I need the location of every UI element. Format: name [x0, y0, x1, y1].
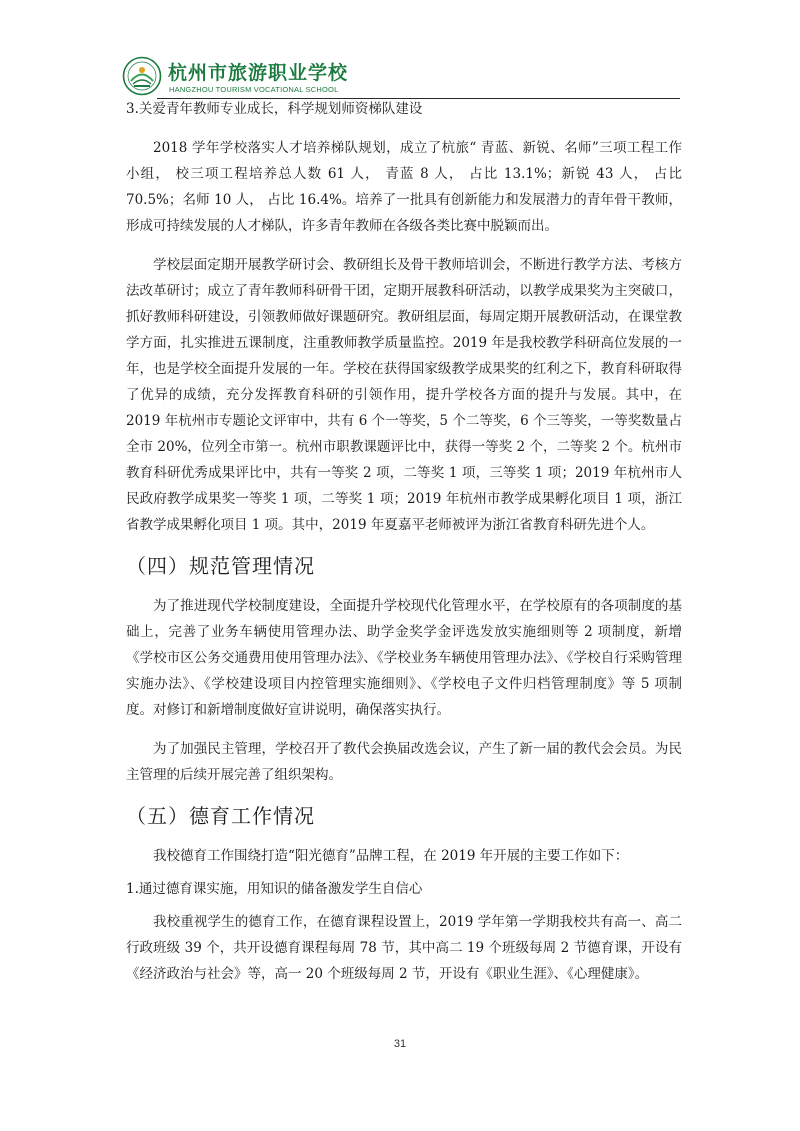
page-number: 31 [393, 1038, 407, 1050]
paragraph: 我校德育工作围绕打造“阳光德育”品牌工程，在 2019 年开展的主要工作如下： [153, 848, 629, 864]
school-name-cn: 杭州市旅游职业学校 [168, 62, 349, 84]
section-heading: （五）德育工作情况 [126, 804, 315, 828]
paragraph: 我校重视学生的德育工作，在德育课程设置上，2019 学年第一学期我校共有高一、高二行政班级 39 个，共开设德育课程每周 78 节，其中高二 19 个班级每周 2 节德育课，开设有《经济政治与社会》等，高一 20 个班级每周 2 节，开设有《职业生涯》、《心理健康》。 [126, 914, 682, 982]
section-heading: （四）规范管理情况 [126, 554, 315, 578]
paragraph: 为了加强民主管理，学校召开了教代会换届改选会议，产生了新一届的教代会会员。为民主管理的后续开展完善了组织架构。 [126, 741, 682, 783]
school-emblem-icon [122, 56, 162, 96]
paragraph: 2018 学年学校落实人才培养梯队规划，成立了杭旅“ 青蓝、新锐、名师”三项工程工作小组， 校三项工程培养总人数 61 人， 青蓝 8 人， 占比 13.1%；新锐 43 人， 占比 70.5%；名师 10 人， 占比 16.4%。培养了一批具有创新能力和发展潜力的青年骨干教师，形成可持续发展的人才梯队，许多青年教师在各级各类比赛中脱颖而出。 [126, 140, 682, 234]
page-header [120, 52, 680, 102]
paragraph: 为了推进现代学校制度建设，全面提升学校现代化管理水平，在学校原有的各项制度的基础上，完善了业务车辆使用管理办法、助学金奖学金评选发放实施细则等 2 项制度，新增《学校市区公务交通费用使用管理办法》、《学校业务车辆使用管理办法》、《学校自行采购管理实施办法》、《学校建设项目内控管理实施细则》、《学校电子文件归档管理制度》等 5 项制度。对修订和新增制度做好宣讲说明，确保落实执行。 [126, 598, 682, 718]
paragraph: 1.通过德育课实施，用知识的储备激发学生自信心 [126, 881, 423, 897]
paragraph: 学校层面定期开展教学研讨会、教研组长及骨干教师培训会，不断进行教学方法、考核方法改革研讨；成立了青年教师科研骨干团，定期开展教科研活动，以教学成果奖为主突破口，抓好教师科研建设，引领教师做好课题研究。教研组层面，每周定期开展教研活动，在课堂教学方面，扎实推进五课制度，注重教师教学质量监控。2019 年是我校教学科研高位发展的一年，也是学校全面提升发展的一年。学校在获得国家级教学成果奖的红利之下，教育科研取得了优异的成绩，充分发挥教育科研的引领作用，提升学校各方面的提升与发展。其中，在 2019 年杭州市专题论文评审中，共有 6 个一等奖，5 个二等奖，6 个三等奖，一等奖数量占全市 20%，位列全市第一。杭州市职教课题评比中，获得一等奖 2 个，二等奖 2 个。杭州市教育科研优秀成果评比中，共有一等奖 2 项，二等奖 1 项，三等奖 1 项；2019 年杭州市人民政府教学成果奖一等奖 1 项，二等奖 1 项；2019 年杭州市教学成果孵化项目 1 项，浙江省教学成果孵化项目 1 项。其中，2019 年夏嘉平老师被评为浙江省教育科研先进个人。 [126, 257, 682, 533]
paragraph: 3.关爱青年教师专业成长，科学规划师资梯队建设 [126, 101, 423, 117]
school-name-en: HANGZHOU TOURISM VOCATIONAL SCHOOL [169, 85, 339, 94]
document-body [126, 96, 682, 1000]
